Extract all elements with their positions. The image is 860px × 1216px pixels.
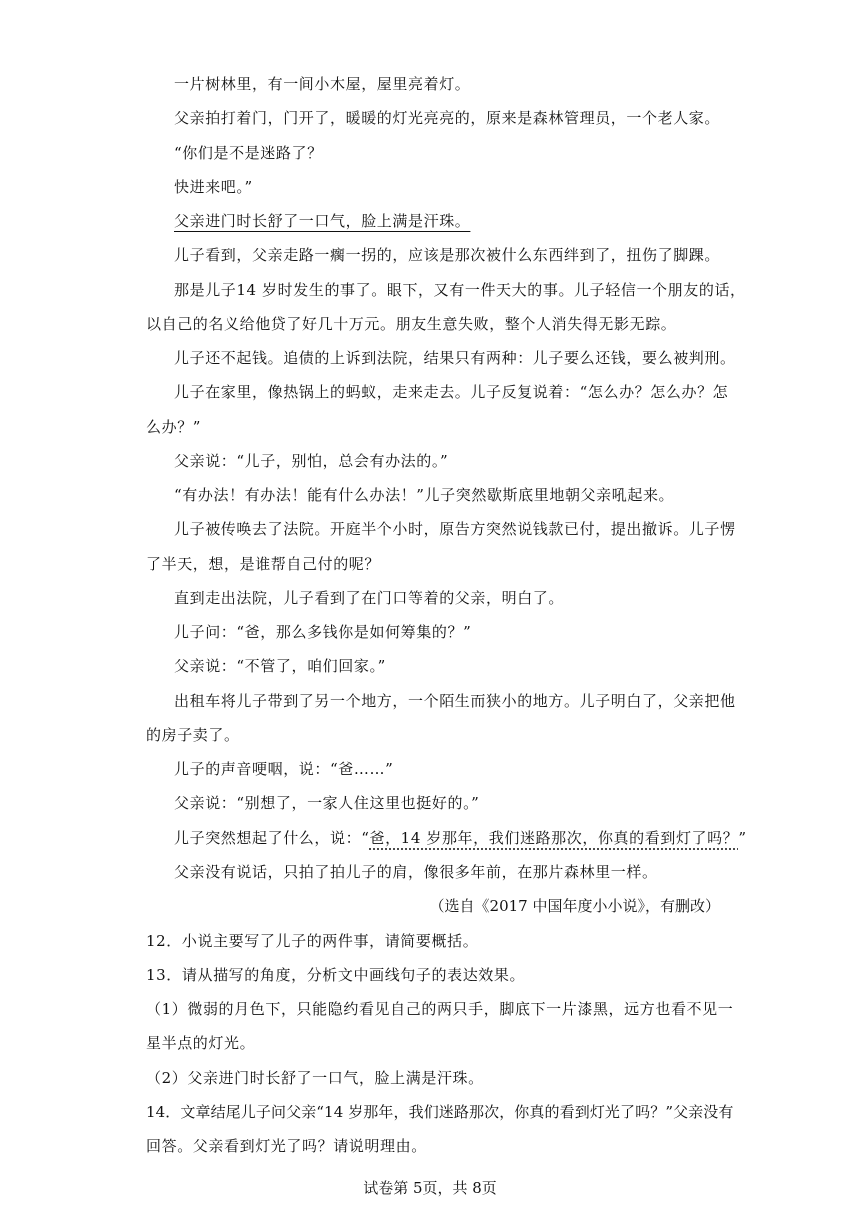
paragraph: 儿子在家里，像热锅上的蚂蚁，走来走去。儿子反复说着：“怎么办？怎么办？怎 <box>174 383 729 401</box>
question-13-1: （1）微弱的月色下，只能隐约看见自己的两只手，脚底下一片漆黑，远方也看不见一 <box>146 1000 734 1018</box>
paragraph: 父亲说：“不管了，咱们回家。” <box>174 657 386 675</box>
paragraph: 父亲没有说话，只拍了拍儿子的肩，像很多年前，在那片森林里一样。 <box>174 863 658 881</box>
question-13: 13．请从描写的角度，分析文中画线句子的表达效果。 <box>146 966 526 984</box>
paragraph: 快进来吧。” <box>174 178 253 196</box>
question-14-continuation: 回答。父亲看到灯光了吗？请说明理由。 <box>146 1137 427 1155</box>
page-footer: 试卷第 5页，共 8页 <box>363 1179 497 1197</box>
underlined-sentence: 父亲进门时长舒了一口气，脸上满是汗珠。 <box>174 212 471 230</box>
paragraph-continuation: 的房子卖了。 <box>146 726 240 744</box>
emphasized-question: 爸，14 岁那年，我们迷路那次，你真的看到灯了吗？ <box>369 829 739 847</box>
paragraph-continuation: 了半天，想，是谁帮自己付的呢？ <box>146 555 381 573</box>
paragraph-continuation: 以自己的名义给他贷了好几十万元。朋友生意失败，整个人消失得无影无踪。 <box>146 315 677 333</box>
question-13-1-continuation: 星半点的灯光。 <box>146 1034 256 1052</box>
closing-quote: ” <box>738 829 747 847</box>
question-14: 14．文章结尾儿子问父亲“14 岁那年，我们迷路那次，你真的看到灯光了吗？”父亲没有 <box>146 1103 734 1121</box>
paragraph: 儿子的声音哽咽，说：“爸……” <box>174 760 394 778</box>
paragraph: 父亲拍打着门，门开了，暖暖的灯光亮亮的，原来是森林管理员，一个老人家。 <box>174 109 721 127</box>
paragraph-continuation: 么办？” <box>146 418 202 436</box>
paragraph: 那是儿子14 岁时发生的事了。眼下，又有一件天大的事。儿子轻信一个朋友的话， <box>174 281 746 299</box>
paragraph <box>174 828 747 848</box>
source-citation: （选自《2017 中国年度小小说》，有删改） <box>429 897 720 915</box>
paragraph: 儿子看到，父亲走路一瘸一拐的，应该是那次被什么东西绊到了，扭伤了脚踝。 <box>174 246 721 264</box>
paragraph: 直到走出法院，儿子看到了在门口等着的父亲，明白了。 <box>174 589 565 607</box>
paragraph: “有办法！有办法！能有什么办法！”儿子突然歇斯底里地朝父亲吼起来。 <box>174 486 675 504</box>
paragraph: 儿子被传唤去了法院。开庭半个小时，原告方突然说钱款已付，提出撤诉。儿子愣 <box>174 520 736 538</box>
paragraph: 出租车将儿子带到了另一个地方，一个陌生而狭小的地方。儿子明白了，父亲把他 <box>174 692 736 710</box>
paragraph: 一片树林里，有一间小木屋，屋里亮着灯。 <box>174 75 471 93</box>
paragraph: 儿子问：“爸，那么多钱你是如何筹集的？” <box>174 623 472 641</box>
question-12: 12．小说主要写了儿子的两件事，请简要概括。 <box>146 932 479 950</box>
dialogue-intro: 儿子突然想起了什么，说：“ <box>174 829 370 847</box>
paragraph: 儿子还不起钱。追债的上诉到法院，结果只有两种：儿子要么还钱，要么被判刑。 <box>174 349 736 367</box>
question-13-2: （2）父亲进门时长舒了一口气，脸上满是汗珠。 <box>146 1069 484 1087</box>
paragraph: 父亲说：“儿子，别怕，总会有办法的。” <box>174 452 449 470</box>
paragraph: 父亲说：“别想了，一家人住这里也挺好的。” <box>174 794 480 812</box>
paragraph: “你们是不是迷路了？ <box>174 144 323 162</box>
